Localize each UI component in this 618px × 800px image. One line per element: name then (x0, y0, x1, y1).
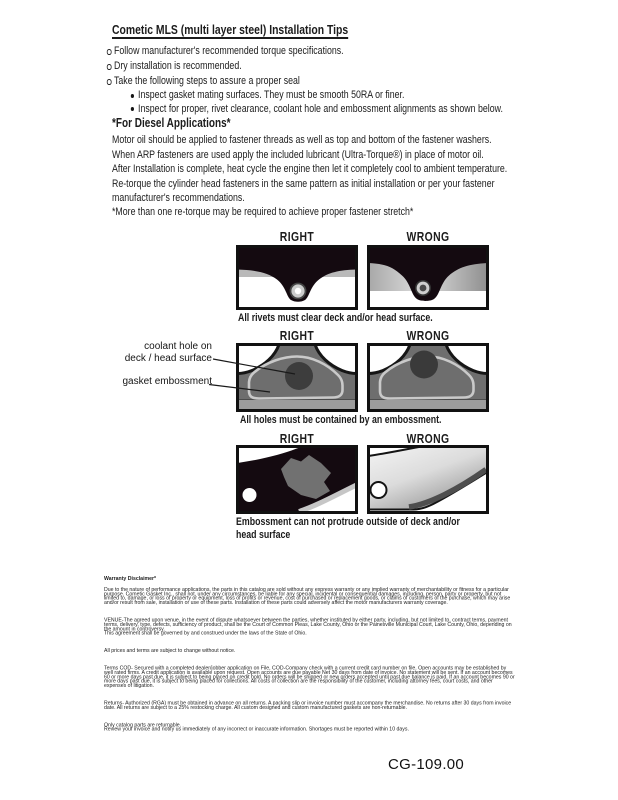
installation-tips-list (106, 44, 554, 116)
rivet-caption: All rivets must clear deck and/or head surface. (238, 312, 433, 324)
right-label: RIGHT (279, 431, 315, 446)
right-label: RIGHT (279, 328, 315, 343)
disclaimer-heading: Warranty Disclaimer* (104, 576, 157, 582)
bolt-hole-icon (243, 488, 257, 502)
disclaimer-paragraph: Terms COD- Secured with a completed dealer/jobber application on File, COD-Company check with a current credit card number on file. Open accounts may be established by well rated firms. A credit application is available upon request. Open accounts are due payable Net 30 days from date of invoice. No statement will be sent. If an account becomes 60 or more days past due, it is subject to being placed on credit hold. No orders will be shipped or new orders accepted until past due balance is paid. If an account becomes 90 or more days past due, it is subject to being placed for collections. All costs of collection are the responsibility of the customer, including attorney fees, court costs, and other expenses of litigation. (104, 665, 515, 689)
wrong-label: WRONG (406, 328, 450, 343)
disclaimer-paragraph: All prices and terms are subject to change without notice. (104, 648, 236, 654)
tip-item: Take the following steps to assure a proper seal (106, 74, 554, 89)
rivet-right-diagram (236, 245, 358, 310)
tip-item: Dry installation is recommended. (106, 59, 554, 74)
disclaimer-paragraph: Only catalog parts are returnable. (104, 722, 182, 728)
disclaimer-paragraph: This agreement shall be governed by and construed under the laws of the State of Ohio. (104, 630, 307, 637)
disclaimer-paragraph: Due to the nature of performance applications, the parts in this catalog are sold without any express warranty or any implied warranty of merchantability or fitness for a particular purpose. Cometic Gasket Inc., shall not, under any circumstances, be liable for any special, incidental or consequential damages, including, person, party or property, but not limited to, damage, or loss of property or equipment, loss of profits or revenue, cost of purchased or replacement goods, or claims of customers of the purchase, which may arise and/or result from sale, installation or use of these parts. Installation of these parts could adversely affect the motor manufacturers warranty coverage. (104, 586, 511, 606)
holes-caption: All holes must be contained by an embossment. (240, 414, 442, 426)
diesel-paragraph-2: After Installation is complete, heat cycle the engine then let it completely cool to ambient temperature. Re-torque the cylinder head fasteners in the same pattern as initial installation or per your fastener manufacturer's recommendations. (112, 163, 508, 204)
coolant-hole-icon (410, 351, 438, 379)
coolant-wrong-diagram (367, 343, 489, 412)
tip-subitem: Inspect for proper, rivet clearance, coolant hole and embossment alignments as shown below. (130, 103, 554, 117)
wrong-label: WRONG (406, 229, 450, 244)
rivet-wrong-diagram (367, 245, 489, 310)
disclaimer-paragraph: VENUE-The agreed upon venue, in the event of dispute whatsoever between the parties, whether instituted by either party, including, but not limited to, contract terms, payment terms, delivery, type, defects, sufficiency of product, shall be the Court of Common Pleas, Lake County, Ohio or the Painesville Municipal Court, Lake County, Ohio, depending on the amount in controversy. (104, 617, 512, 632)
bolt-hole-icon (371, 482, 387, 498)
doc-code: CG-109.00 (388, 756, 465, 773)
wrong-label: WRONG (406, 431, 450, 446)
diesel-applications-heading: *For Diesel Applications* (112, 116, 231, 130)
right-label: RIGHT (279, 229, 315, 244)
embossment-caption: Embossment can not protrude outside of deck and/or head surface (236, 516, 460, 541)
disclaimer-paragraph: Review your invoice and notify us immediately of any incorrect or inaccurate information. Shortages must be reported within 10 days. (104, 726, 409, 733)
diesel-paragraph-1: Motor oil should be applied to fastener threads as well as top and bottom of the fastener washers. When ARP fasteners are used apply the included lubricant (Ultra-Torque®) in place of motor oil. (112, 134, 492, 161)
coolant-hole-label: coolant hole on deck / head surface (124, 341, 212, 364)
tip-item: Follow manufacturer's recommended torque specifications. (106, 44, 554, 59)
embossment-right-diagram (236, 445, 358, 514)
disclaimer-paragraph: Returns- Authorized (RGA) must be obtained in advance on all returns. A packing slip or invoice number must accompany the merchandise. No returns after 30 days from invoice date. All returns are subject to a 25% restocking charge. All custom designed and custom manufactured gaskets are non-returnable. (104, 700, 512, 711)
tip-subitem: Inspect gasket mating surfaces. They must be smooth 50RA or finer. (130, 89, 554, 103)
leader-lines (205, 352, 305, 398)
retorque-note: *More than one re-torque may be required to achieve proper fastener stretch* (112, 206, 414, 218)
page-title: Cometic MLS (multi layer steel) Installation Tips (112, 22, 349, 37)
warranty-disclaimer (104, 577, 516, 745)
gasket-embossment-label: gasket embossment (122, 376, 212, 387)
embossment-wrong-diagram (367, 445, 489, 514)
